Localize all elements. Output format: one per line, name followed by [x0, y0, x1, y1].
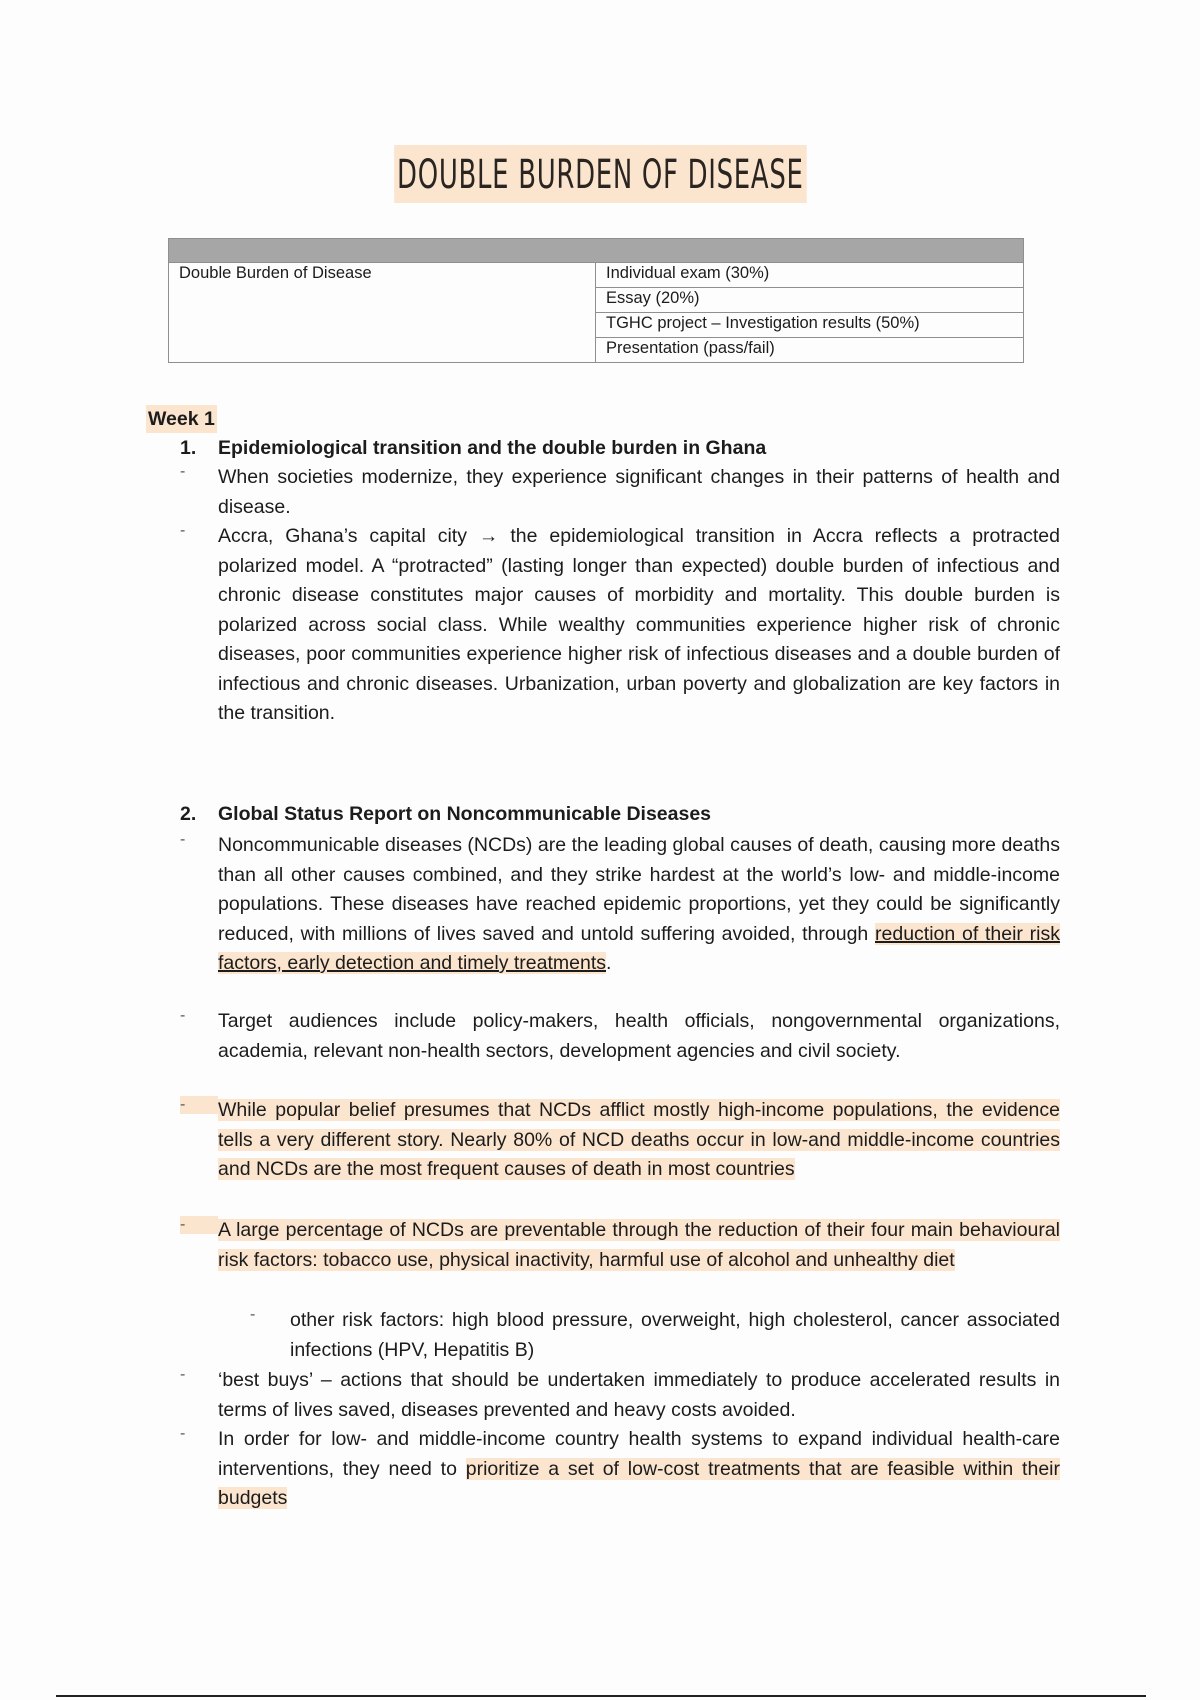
bullet-dash-icon: -: [180, 463, 186, 480]
assessment-component-cell: TGHC project – Investigation results (50%): [596, 313, 1024, 338]
highlighted-text: A large percentage of NCDs are preventable through the reduction of their four main behavioural risk factors: tobacco use, physical inactivity, harmful use of alcohol and unhealthy diet: [218, 1219, 1060, 1271]
sub-list-item-text: other risk factors: high blood pressure, overweight, high cholesterol, cancer associated infections (HPV, Hepatitis B): [290, 1309, 1060, 1361]
list-item-text: [218, 831, 1060, 979]
course-name-cell: Double Burden of Disease: [169, 263, 596, 363]
title-container: [0, 145, 1200, 203]
section-number: 2.: [180, 803, 197, 825]
table-row: [169, 263, 1024, 288]
assessment-component-cell: Essay (20%): [596, 288, 1024, 313]
list-item: [180, 831, 1060, 979]
text-run: .: [606, 952, 612, 974]
list-item: [180, 1425, 1060, 1514]
list-item: [180, 1007, 1060, 1066]
bullet-dash-icon: -: [180, 1096, 218, 1114]
bullet-dash-icon: -: [180, 1425, 186, 1442]
sub-list-item: [250, 1306, 1060, 1365]
list-item-text: [218, 1425, 1060, 1514]
list-item-text: [218, 1096, 1060, 1185]
list-item-text: Accra, Ghana’s capital city → the epidemiological transition in Accra reflects a protracted polarized model. A “protracted” (lasting longer than expected) double burden of infectious and chronic disease constitutes major causes of morbidity and mortality. This double burden is polarized across social class. While wealthy communities experience higher risk of chronic diseases, poor communities experience higher risk of infectious diseases and a double burden of infectious and chronic diseases. Urbanization, urban poverty and globalization are key factors in the transition.: [218, 525, 1060, 724]
assessment-table: [168, 238, 1024, 363]
list-item: [180, 1366, 1060, 1425]
list-item-text: Target audiences include policy-makers, health officials, nongovernmental organizations, academia, relevant non-health sectors, development agencies and civil society.: [218, 1010, 1060, 1062]
list-item-highlighted: [180, 1096, 1060, 1185]
section-heading-1: [180, 434, 766, 462]
bullet-dash-icon: -: [180, 1366, 186, 1383]
list-item: [180, 522, 1060, 729]
page-bottom-rule: [56, 1695, 1146, 1697]
highlighted-text: While popular belief presumes that NCDs afflict mostly high-income populations, the evidence tells a very different story. Nearly 80% of NCD deaths occur in low-and middle-income countries and NCDs are the most frequent causes of death in most countries: [218, 1099, 1060, 1180]
text-run: Noncommunicable diseases (NCDs) are the leading global causes of death, causing more deaths than all other causes combined, and they strike hardest at the world’s low- and middle-income populations. These diseases have reached epidemic proportions, yet they could be significantly reduced, with millions of lives saved and untold suffering avoided, through: [218, 834, 1060, 945]
week-label: Week 1: [146, 405, 217, 433]
highlighted-text: prioritize a set of low-cost treatments that are feasible within their budgets: [218, 1457, 1060, 1509]
bullet-dash-icon: -: [180, 522, 186, 539]
section-heading-2: [180, 800, 711, 828]
list-item-highlighted: [180, 1216, 1060, 1275]
text-run: In order for low- and middle-income country health systems to expand individual health-care interventions, they need to: [218, 1428, 1060, 1480]
highlighted-underlined-text: reduction of their risk factors, early detection and timely treatments: [218, 922, 1060, 974]
list-item-text: When societies modernize, they experience significant changes in their patterns of health and disease.: [218, 466, 1060, 518]
bullet-dash-icon: -: [180, 1216, 218, 1234]
bullet-dash-icon: -: [180, 1007, 186, 1024]
assessment-component-cell: Individual exam (30%): [596, 263, 1024, 288]
table-header-row: [169, 239, 1024, 263]
bullet-dash-icon: -: [180, 831, 186, 848]
list-item-text: [218, 1216, 1060, 1275]
bullet-dash-icon: -: [250, 1306, 256, 1323]
document-title: DOUBLE BURDEN OF DISEASE: [394, 145, 806, 203]
assessment-component-cell: Presentation (pass/fail): [596, 338, 1024, 363]
section-title: Global Status Report on Noncommunicable Diseases: [218, 803, 712, 825]
section-number: 1.: [180, 437, 197, 459]
list-item: [180, 463, 1060, 522]
list-item-text: ‘best buys’ – actions that should be undertaken immediately to produce accelerated results in terms of lives saved, diseases prevented and heavy costs avoided.: [218, 1369, 1060, 1421]
section-title: Epidemiological transition and the double burden in Ghana: [218, 437, 767, 459]
table-header-cell: [169, 239, 1024, 263]
